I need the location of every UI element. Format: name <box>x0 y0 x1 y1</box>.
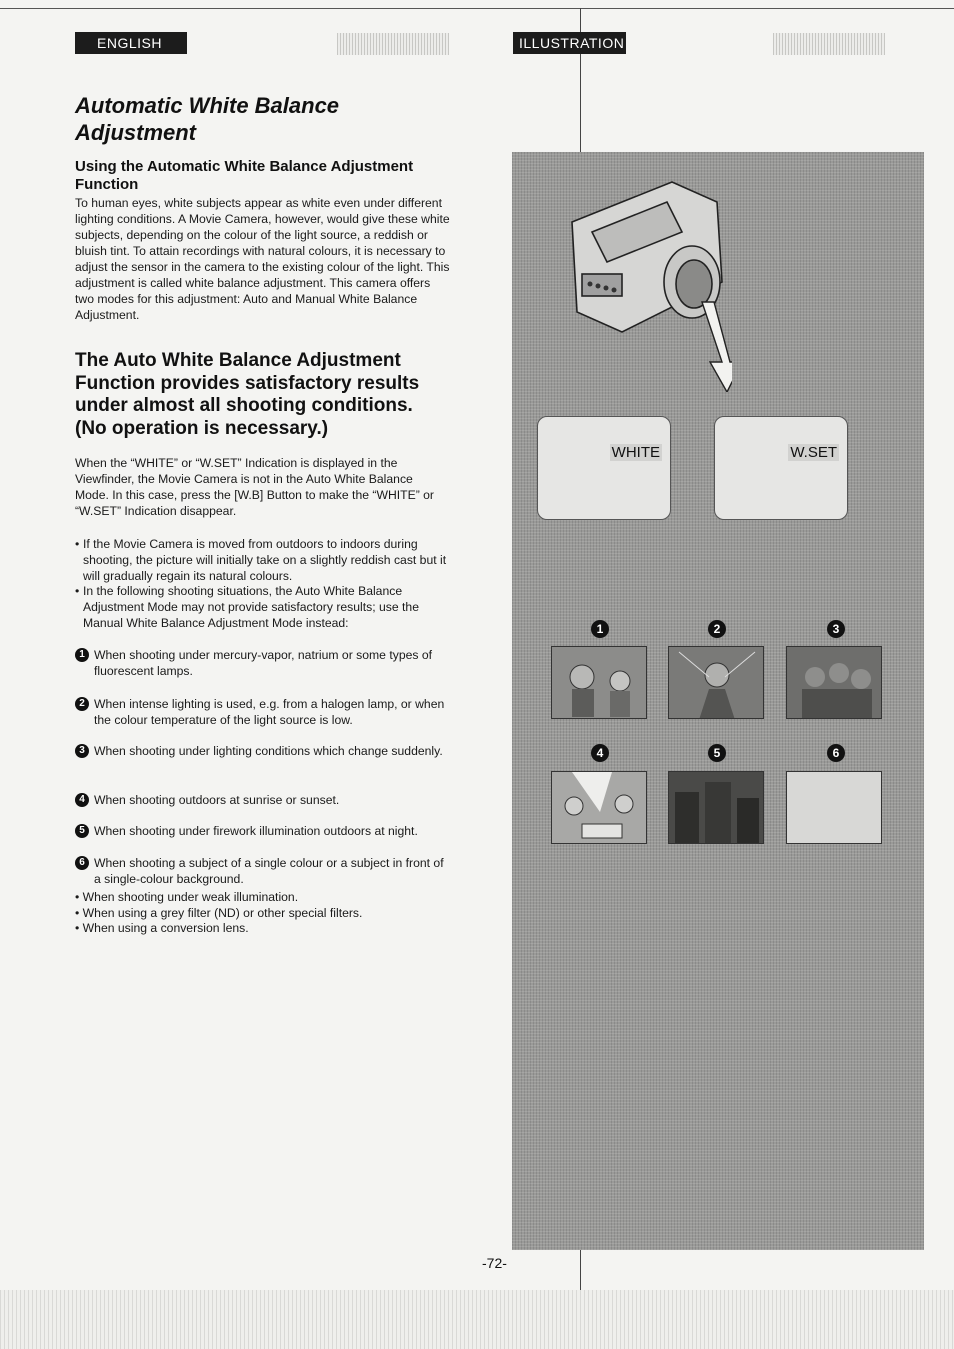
situation-text: When shooting under mercury-vapor, natrium or some types of fluorescent lamps. <box>94 648 433 678</box>
situation-item <box>75 743 450 759</box>
number-badge: 5 <box>75 824 89 838</box>
bullet-text: In the following shooting situations, the Auto White Balance Adjustment Mode may not provide satisfactory results; use the Manual White Balance Adjustment Mode instead: <box>83 584 419 630</box>
auto-heading-line-2: Function provides satisfactory results <box>75 372 420 394</box>
auto-heading-line-4: (No operation is necessary.) <box>75 417 329 439</box>
indication-paragraph: When the “WHITE” or “W.SET” Indication is displayed in the Viewfinder, the Movie Camera is not in the Auto White Balance Mode. In this case, press the [W.B] Button to make the “WHITE” or “W.SET” Indication disappear. <box>75 456 434 518</box>
bullet-item <box>75 536 450 584</box>
illustration-panel <box>512 152 924 1250</box>
situation-item <box>75 696 450 728</box>
bullet-dot: • <box>75 537 80 551</box>
situation-text: When shooting outdoors at sunrise or sunset. <box>94 793 340 807</box>
illustration-tag: ILLUSTRATION <box>513 32 626 54</box>
situation-text: When intense lighting is used, e.g. from a halogen lamp, or when the colour temperature of the light source is low. <box>94 697 445 727</box>
number-badge: 3 <box>75 744 89 758</box>
scan-noise-strip <box>0 1290 954 1349</box>
viewfinder-white-indicator <box>537 416 671 520</box>
thumb-marker: 6 <box>827 744 845 762</box>
auto-heading-line-3: under almost all shooting conditions. <box>75 395 413 416</box>
extra-bullet: • When shooting under weak illumination. <box>75 890 299 904</box>
thumb-marker: 4 <box>591 744 609 762</box>
extra-bullet-text: When using a conversion lens. <box>82 921 249 935</box>
scene-single-colour-image <box>786 771 882 844</box>
lens-glass <box>676 260 712 308</box>
ghost-tag-right <box>773 33 885 55</box>
section-subheading <box>75 158 455 194</box>
number-badge: 6 <box>75 856 89 870</box>
language-tag: ENGLISH <box>75 32 187 54</box>
scene-sunset-image <box>551 771 647 844</box>
thumb-marker: 1 <box>591 620 609 638</box>
situation-text: When shooting under lighting conditions which change suddenly. <box>94 744 443 758</box>
white-label: WHITE <box>611 444 660 461</box>
subheading-line-2: Function <box>75 176 139 193</box>
number-badge: 4 <box>75 793 89 807</box>
bullet-text: If the Movie Camera is moved from outdoors to indoors during shooting, the picture will initially take on a slightly reddish cast but it will gradually regain its natural colours. <box>83 537 447 583</box>
extra-bullet-text: When using a grey filter (ND) or other special filters. <box>82 906 363 920</box>
bullet-item <box>75 583 450 631</box>
extra-bullet: • When using a grey filter (ND) or other special filters. <box>75 906 363 920</box>
scene-fluorescent-image <box>551 646 647 719</box>
number-badge: 1 <box>75 648 89 662</box>
situation-item <box>75 647 450 679</box>
number-badge: 2 <box>75 697 89 711</box>
wset-label: W.SET <box>790 444 837 461</box>
situation-item <box>75 855 450 887</box>
thumb-marker: 3 <box>827 620 845 638</box>
viewfinder-wset-indicator <box>714 416 848 520</box>
page-title <box>75 92 375 146</box>
down-arrow-icon <box>702 302 732 392</box>
page-title-line-1: Automatic White Balance <box>75 93 340 118</box>
bullet-dot: • <box>75 584 80 598</box>
page-number: -72- <box>482 1255 507 1271</box>
scene-halogen-image <box>668 646 764 719</box>
auto-heading-line-1: The Auto White Balance Adjustment <box>75 350 401 371</box>
situation-text: When shooting under firework illumination outdoors at night. <box>94 824 418 838</box>
ghost-tag-left <box>337 33 449 55</box>
camcorder-illustration <box>552 162 732 392</box>
situation-text: When shooting a subject of a single colour or a subject in front of a single-colour background. <box>94 856 444 886</box>
extra-bullet-text: When shooting under weak illumination. <box>82 890 299 904</box>
subheading-line-1: Using the Automatic White Balance Adjustment <box>75 158 414 175</box>
scene-changing-light-image <box>786 646 882 719</box>
situation-item <box>75 792 450 808</box>
top-rule <box>0 8 954 9</box>
scene-fireworks-image <box>668 771 764 844</box>
intro-paragraph: To human eyes, white subjects appear as white even under different lighting conditions. A Movie Camera, however, would give these white subjects, depending on the colour of the light source, a reddish or bluish tint. To attain recordings with natural colours, it is necessary to adjust the sensor in the camera to the existing colour of the light. This adjustment is called white balance adjustment. This camera offers two modes for this adjustment: Auto and Manual White Balance Adjustment. <box>75 196 450 322</box>
page-title-line-2: Adjustment <box>75 120 196 145</box>
situation-item <box>75 823 450 839</box>
extra-bullet: • When using a conversion lens. <box>75 921 249 935</box>
thumb-marker: 5 <box>708 744 726 762</box>
thumb-marker: 2 <box>708 620 726 638</box>
auto-wb-heading <box>75 350 445 440</box>
